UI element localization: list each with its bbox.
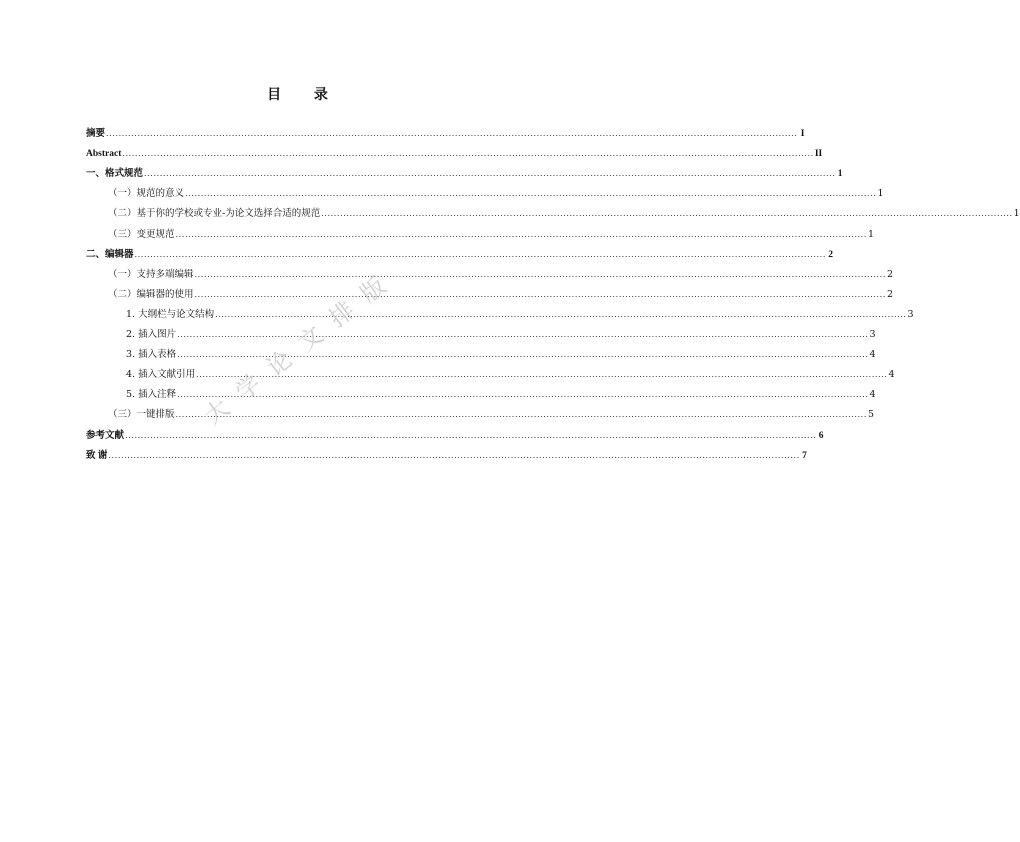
table-of-contents	[86, 121, 1020, 463]
dot-leader: ............................................................................................................................................................................................................................	[194, 269, 886, 279]
dot-leader: ............................................................................................................................................................................................................................	[196, 370, 888, 380]
toc-entry-label: 参考文献	[86, 430, 125, 441]
toc-entry-label: （一）支持多端编辑	[108, 268, 194, 280]
toc-entry-label: 一、格式规范	[86, 169, 144, 180]
dot-leader: ............................................................................................................................................................................................................................	[321, 209, 1013, 219]
toc-entry[interactable]	[86, 242, 833, 262]
toc-entry-page-number: 1	[1013, 208, 1020, 220]
toc-entry[interactable]	[86, 181, 884, 201]
toc-entry-label: （二）编辑器的使用	[108, 288, 194, 300]
dot-leader: ............................................................................................................................................................................................................................	[175, 229, 867, 239]
toc-entry-page-number: 4	[888, 369, 895, 381]
dot-leader: ............................................................................................................................................................................................................................	[144, 169, 836, 179]
dot-leader: ............................................................................................................................................................................................................................	[108, 450, 800, 460]
toc-entry[interactable]	[86, 201, 1020, 221]
toc-entry-label: （三）一键排版	[108, 409, 175, 421]
dot-leader: ............................................................................................................................................................................................................................	[122, 149, 814, 159]
toc-entry-page-number: 1	[867, 228, 875, 240]
dot-leader: ............................................................................................................................................................................................................................	[125, 430, 817, 440]
dot-leader: ............................................................................................................................................................................................................................	[177, 390, 869, 400]
toc-entry-page-number: I	[800, 129, 805, 140]
toc-entry-page-number: 1	[837, 169, 843, 180]
toc-entry-label: 5. 插入注释	[126, 389, 177, 401]
toc-entry-label: Abstract	[86, 149, 122, 160]
toc-entry[interactable]	[86, 362, 895, 382]
toc-entry-label: 4. 插入文献引用	[126, 369, 196, 381]
toc-entry-label: 二、编辑器	[86, 249, 134, 260]
toc-entry[interactable]	[86, 282, 894, 302]
toc-entry-page-number: 1	[877, 188, 884, 200]
toc-entry[interactable]	[86, 221, 875, 241]
toc-entry[interactable]	[86, 262, 894, 282]
dot-leader: ............................................................................................................................................................................................................................	[194, 289, 886, 299]
toc-entry-label: （二）基于你的学校或专业-为论文选择合适的规范	[108, 208, 321, 220]
toc-entry[interactable]	[86, 443, 807, 463]
toc-entry-label: 致 谢	[86, 450, 108, 461]
toc-entry-label: 1. 大纲栏与论文结构	[126, 308, 215, 320]
toc-title: 目 录	[267, 87, 342, 103]
toc-entry-page-number: 6	[818, 430, 824, 441]
toc-entry-label: 3. 插入表格	[126, 349, 177, 361]
toc-entry-page-number: 2	[886, 268, 894, 280]
dot-leader: ............................................................................................................................................................................................................................	[175, 410, 867, 420]
toc-entry-label: （一）规范的意义	[108, 188, 185, 200]
toc-entry-label: 摘要	[86, 129, 106, 140]
toc-entry-page-number: II	[814, 149, 823, 160]
dot-leader: ............................................................................................................................................................................................................................	[177, 330, 869, 340]
toc-entry-page-number: 7	[802, 450, 807, 461]
toc-entry-page-number: 3	[869, 329, 876, 341]
toc-entry[interactable]	[86, 382, 876, 402]
toc-entry-page-number: 3	[907, 308, 914, 320]
toc-entry-page-number: 4	[869, 389, 876, 401]
dot-leader: ............................................................................................................................................................................................................................	[134, 249, 826, 259]
toc-entry[interactable]	[86, 422, 824, 442]
toc-entry[interactable]	[86, 121, 805, 141]
toc-entry-page-number: 2	[886, 288, 894, 300]
watermark: 大 学 论 文 排 版	[198, 269, 395, 431]
toc-entry[interactable]	[86, 161, 843, 181]
toc-entry[interactable]	[86, 402, 875, 422]
toc-entry-page-number: 2	[828, 249, 833, 260]
toc-entry-label: 2. 插入图片	[126, 329, 177, 341]
toc-entry[interactable]	[86, 141, 823, 161]
toc-entry-page-number: 4	[869, 349, 876, 361]
dot-leader: ............................................................................................................................................................................................................................	[106, 129, 798, 139]
dot-leader: ............................................................................................................................................................................................................................	[185, 189, 877, 199]
toc-entry-label: （三）变更规范	[108, 228, 175, 240]
dot-leader: ............................................................................................................................................................................................................................	[177, 350, 869, 360]
toc-entry-page-number: 5	[867, 409, 875, 421]
dot-leader: ............................................................................................................................................................................................................................	[215, 309, 907, 319]
